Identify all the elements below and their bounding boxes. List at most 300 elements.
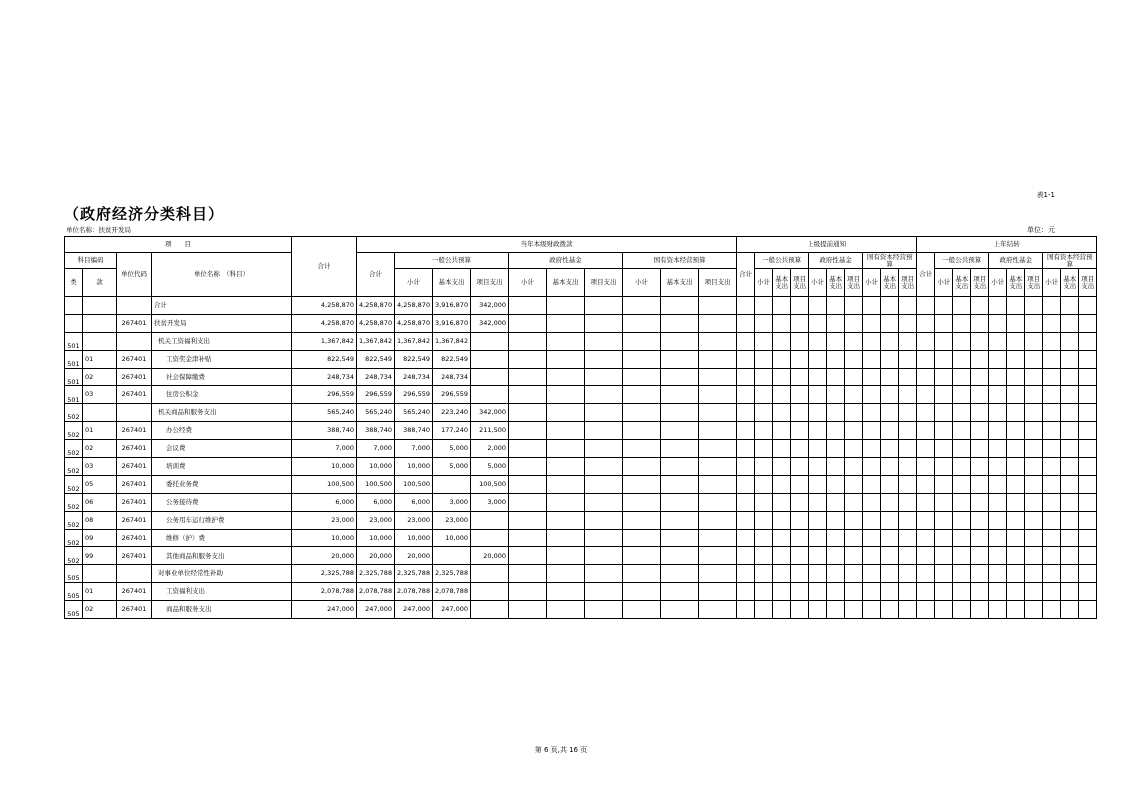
empty-cell	[827, 529, 845, 547]
empty-cell	[899, 386, 917, 404]
empty-cell	[791, 332, 809, 350]
row-gen-subtotal: 565,240	[395, 404, 433, 422]
page-footer: 第 6 页,共 16 页	[534, 746, 588, 754]
row-gen-project	[471, 350, 509, 368]
empty-cell	[755, 475, 773, 493]
row-kuan: 02	[83, 601, 117, 619]
empty-cell	[935, 547, 953, 565]
empty-cell	[699, 422, 737, 440]
empty-cell	[509, 350, 547, 368]
empty-cell	[845, 297, 863, 315]
empty-cell	[1007, 422, 1025, 440]
empty-cell	[845, 440, 863, 458]
row-lei: 501	[65, 386, 83, 404]
empty-cell	[845, 314, 863, 332]
empty-cell	[953, 350, 971, 368]
empty-cell	[699, 368, 737, 386]
empty-cell	[1061, 404, 1079, 422]
empty-cell	[661, 368, 699, 386]
empty-cell	[917, 386, 935, 404]
empty-cell	[953, 314, 971, 332]
row-lei: 502	[65, 440, 83, 458]
empty-cell	[827, 314, 845, 332]
row-gen-basic: 3,916,870	[433, 314, 471, 332]
row-cur-total: 4,258,870	[357, 314, 395, 332]
empty-cell	[1061, 601, 1079, 619]
empty-cell	[935, 314, 953, 332]
row-unit-code	[117, 404, 152, 422]
row-gen-subtotal: 6,000	[395, 493, 433, 511]
header-last-general: 一般公共预算	[935, 253, 989, 269]
empty-cell	[863, 583, 881, 601]
empty-cell	[1079, 493, 1097, 511]
empty-cell	[899, 547, 917, 565]
empty-cell	[661, 529, 699, 547]
empty-cell	[1007, 458, 1025, 476]
empty-cell	[547, 422, 585, 440]
empty-cell	[971, 297, 989, 315]
header-lei: 类	[65, 269, 83, 297]
empty-cell	[953, 386, 971, 404]
row-unit-code: 267401	[117, 350, 152, 368]
empty-cell	[791, 314, 809, 332]
empty-cell	[547, 368, 585, 386]
empty-cell	[863, 350, 881, 368]
empty-cell	[585, 314, 623, 332]
row-gen-basic: 177,240	[433, 422, 471, 440]
row-gen-subtotal: 10,000	[395, 458, 433, 476]
row-gen-project: 211,500	[471, 422, 509, 440]
empty-cell	[661, 297, 699, 315]
empty-cell	[881, 529, 899, 547]
empty-cell	[509, 332, 547, 350]
empty-cell	[935, 511, 953, 529]
empty-cell	[899, 565, 917, 583]
empty-cell	[737, 314, 755, 332]
empty-cell	[1007, 529, 1025, 547]
empty-cell	[953, 475, 971, 493]
row-gen-project	[471, 529, 509, 547]
empty-cell	[971, 547, 989, 565]
row-gen-basic: 1,367,842	[433, 332, 471, 350]
empty-cell	[1007, 350, 1025, 368]
empty-cell	[899, 440, 917, 458]
empty-cell	[623, 297, 661, 315]
empty-cell	[1061, 529, 1079, 547]
empty-cell	[791, 386, 809, 404]
empty-cell	[863, 297, 881, 315]
empty-cell	[1025, 297, 1043, 315]
empty-cell	[935, 529, 953, 547]
empty-cell	[509, 547, 547, 565]
empty-cell	[899, 475, 917, 493]
empty-cell	[755, 350, 773, 368]
empty-cell	[863, 511, 881, 529]
empty-cell	[989, 583, 1007, 601]
empty-cell	[881, 493, 899, 511]
row-gen-subtotal: 2,325,788	[395, 565, 433, 583]
row-lei: 502	[65, 422, 83, 440]
empty-cell	[881, 475, 899, 493]
empty-cell	[773, 493, 791, 511]
header-project-exp: 项目支出	[471, 269, 509, 297]
empty-cell	[809, 314, 827, 332]
empty-cell	[881, 511, 899, 529]
empty-cell	[935, 440, 953, 458]
empty-cell	[935, 368, 953, 386]
empty-cell	[1007, 440, 1025, 458]
empty-cell	[737, 583, 755, 601]
empty-cell	[917, 314, 935, 332]
empty-cell	[773, 547, 791, 565]
empty-cell	[845, 493, 863, 511]
table-row	[65, 565, 1097, 583]
empty-cell	[827, 350, 845, 368]
empty-cell	[845, 565, 863, 583]
empty-cell	[547, 475, 585, 493]
header-subtotal: 小计	[623, 269, 661, 297]
empty-cell	[773, 565, 791, 583]
empty-cell	[863, 386, 881, 404]
row-unit-code: 267401	[117, 583, 152, 601]
empty-cell	[791, 547, 809, 565]
empty-cell	[1079, 475, 1097, 493]
empty-cell	[547, 314, 585, 332]
empty-cell	[827, 547, 845, 565]
empty-cell	[1079, 332, 1097, 350]
empty-cell	[699, 493, 737, 511]
empty-cell	[1079, 422, 1097, 440]
row-gen-basic: 247,000	[433, 601, 471, 619]
row-gen-basic: 5,000	[433, 458, 471, 476]
empty-cell	[953, 529, 971, 547]
row-lei: 501	[65, 350, 83, 368]
row-gen-subtotal: 20,000	[395, 547, 433, 565]
header-subtotal: 小计	[395, 269, 433, 297]
row-gen-basic: 248,734	[433, 368, 471, 386]
row-total: 2,078,788	[292, 583, 357, 601]
row-gen-basic: 2,078,788	[433, 583, 471, 601]
empty-cell	[547, 529, 585, 547]
empty-cell	[547, 601, 585, 619]
empty-cell	[809, 386, 827, 404]
row-cur-total: 565,240	[357, 404, 395, 422]
empty-cell	[773, 314, 791, 332]
table-row	[65, 368, 1097, 386]
empty-cell	[661, 350, 699, 368]
row-total: 247,000	[292, 601, 357, 619]
empty-cell	[809, 368, 827, 386]
empty-cell	[773, 601, 791, 619]
empty-cell	[827, 368, 845, 386]
table-row	[65, 493, 1097, 511]
empty-cell	[1061, 314, 1079, 332]
empty-cell	[899, 583, 917, 601]
empty-cell	[1007, 386, 1025, 404]
empty-cell	[1043, 350, 1061, 368]
empty-cell	[737, 422, 755, 440]
empty-cell	[755, 583, 773, 601]
row-total: 388,740	[292, 422, 357, 440]
empty-cell	[773, 529, 791, 547]
empty-cell	[971, 422, 989, 440]
empty-cell	[1079, 404, 1097, 422]
header-sup-total: 合计	[737, 253, 755, 297]
row-gen-project: 342,000	[471, 297, 509, 315]
empty-cell	[585, 458, 623, 476]
row-unit-code: 267401	[117, 386, 152, 404]
empty-cell	[989, 475, 1007, 493]
empty-cell	[953, 458, 971, 476]
header-cur-state-capital: 国有资本经营预算	[623, 253, 737, 269]
empty-cell	[755, 314, 773, 332]
empty-cell	[1025, 565, 1043, 583]
empty-cell	[809, 458, 827, 476]
empty-cell	[827, 601, 845, 619]
row-name: 委托业务费	[152, 475, 292, 493]
row-kuan: 01	[83, 583, 117, 601]
header-last-gov-fund: 政府性基金	[989, 253, 1043, 269]
row-unit-code: 267401	[117, 511, 152, 529]
empty-cell	[989, 511, 1007, 529]
empty-cell	[1079, 386, 1097, 404]
empty-cell	[699, 314, 737, 332]
empty-cell	[899, 511, 917, 529]
row-gen-subtotal: 248,734	[395, 368, 433, 386]
empty-cell	[1007, 332, 1025, 350]
row-kuan: 01	[83, 422, 117, 440]
row-kuan	[83, 565, 117, 583]
row-gen-project	[471, 332, 509, 350]
row-unit-code: 267401	[117, 440, 152, 458]
row-gen-subtotal: 7,000	[395, 440, 433, 458]
empty-cell	[791, 511, 809, 529]
empty-cell	[863, 404, 881, 422]
empty-cell	[881, 297, 899, 315]
empty-cell	[547, 350, 585, 368]
header-subtotal: 小计	[509, 269, 547, 297]
row-unit-code	[117, 565, 152, 583]
row-name: 公务接待费	[152, 493, 292, 511]
empty-cell	[509, 368, 547, 386]
empty-cell	[935, 422, 953, 440]
header-basic: 基本支出	[661, 269, 699, 297]
empty-cell	[773, 386, 791, 404]
row-gen-subtotal: 1,367,842	[395, 332, 433, 350]
empty-cell	[1061, 440, 1079, 458]
empty-cell	[827, 297, 845, 315]
empty-cell	[623, 332, 661, 350]
row-name: 公务用车运行维护费	[152, 511, 292, 529]
row-unit-code	[117, 332, 152, 350]
empty-cell	[509, 583, 547, 601]
empty-cell	[863, 601, 881, 619]
empty-cell	[989, 422, 1007, 440]
row-unit-code: 267401	[117, 314, 152, 332]
empty-cell	[791, 583, 809, 601]
empty-cell	[1043, 422, 1061, 440]
header-project-exp: 项目支出	[1025, 269, 1043, 297]
empty-cell	[845, 547, 863, 565]
empty-cell	[827, 458, 845, 476]
table-row	[65, 440, 1097, 458]
header-project-exp: 项目支出	[791, 269, 809, 297]
empty-cell	[989, 458, 1007, 476]
empty-cell	[863, 422, 881, 440]
row-total: 1,367,842	[292, 332, 357, 350]
empty-cell	[773, 332, 791, 350]
empty-cell	[971, 404, 989, 422]
empty-cell	[509, 440, 547, 458]
empty-cell	[755, 404, 773, 422]
empty-cell	[1007, 565, 1025, 583]
empty-cell	[509, 475, 547, 493]
row-gen-subtotal: 2,078,788	[395, 583, 433, 601]
empty-cell	[737, 529, 755, 547]
empty-cell	[791, 565, 809, 583]
empty-cell	[737, 440, 755, 458]
empty-cell	[881, 368, 899, 386]
empty-cell	[809, 493, 827, 511]
empty-cell	[1079, 350, 1097, 368]
empty-cell	[827, 475, 845, 493]
header-basic: 基本支出	[773, 269, 791, 297]
empty-cell	[1079, 511, 1097, 529]
header-basic: 基本支出	[881, 269, 899, 297]
empty-cell	[623, 583, 661, 601]
empty-cell	[809, 583, 827, 601]
empty-cell	[755, 529, 773, 547]
empty-cell	[989, 386, 1007, 404]
empty-cell	[699, 601, 737, 619]
empty-cell	[699, 350, 737, 368]
empty-cell	[1007, 297, 1025, 315]
empty-cell	[899, 368, 917, 386]
header-sup-gov-fund: 政府性基金	[809, 253, 863, 269]
table-row	[65, 404, 1097, 422]
empty-cell	[953, 368, 971, 386]
empty-cell	[1043, 404, 1061, 422]
empty-cell	[699, 511, 737, 529]
empty-cell	[1007, 368, 1025, 386]
row-unit-code: 267401	[117, 547, 152, 565]
empty-cell	[699, 583, 737, 601]
empty-cell	[791, 493, 809, 511]
empty-cell	[1043, 368, 1061, 386]
row-gen-basic	[433, 475, 471, 493]
empty-cell	[899, 601, 917, 619]
empty-cell	[737, 368, 755, 386]
empty-cell	[1025, 601, 1043, 619]
empty-cell	[809, 404, 827, 422]
empty-cell	[661, 565, 699, 583]
table-row	[65, 511, 1097, 529]
empty-cell	[917, 332, 935, 350]
row-kuan	[83, 314, 117, 332]
table-header	[65, 237, 1097, 297]
header-last-total: 合计	[917, 253, 935, 297]
row-unit-code: 267401	[117, 458, 152, 476]
row-kuan	[83, 332, 117, 350]
table-row	[65, 583, 1097, 601]
empty-cell	[1043, 565, 1061, 583]
row-gen-basic: 10,000	[433, 529, 471, 547]
empty-cell	[509, 314, 547, 332]
empty-cell	[509, 458, 547, 476]
row-name: 其他商品和服务支出	[152, 547, 292, 565]
empty-cell	[585, 529, 623, 547]
header-current-year: 当年本级财政拨款	[357, 237, 737, 253]
empty-cell	[773, 458, 791, 476]
empty-cell	[699, 440, 737, 458]
empty-cell	[755, 601, 773, 619]
row-lei: 505	[65, 583, 83, 601]
header-project-exp: 项目支出	[845, 269, 863, 297]
empty-cell	[661, 422, 699, 440]
header-basic: 基本支出	[1007, 269, 1025, 297]
empty-cell	[881, 350, 899, 368]
empty-cell	[953, 565, 971, 583]
empty-cell	[989, 314, 1007, 332]
empty-cell	[661, 386, 699, 404]
row-cur-total: 388,740	[357, 422, 395, 440]
row-total: 6,000	[292, 493, 357, 511]
empty-cell	[773, 350, 791, 368]
empty-cell	[989, 368, 1007, 386]
empty-cell	[755, 458, 773, 476]
row-unit-code: 267401	[117, 422, 152, 440]
row-lei: 505	[65, 601, 83, 619]
header-basic: 基本支出	[547, 269, 585, 297]
empty-cell	[953, 547, 971, 565]
empty-cell	[917, 440, 935, 458]
empty-cell	[547, 332, 585, 350]
empty-cell	[971, 475, 989, 493]
row-gen-basic: 296,559	[433, 386, 471, 404]
empty-cell	[791, 297, 809, 315]
row-total: 10,000	[292, 529, 357, 547]
empty-cell	[989, 332, 1007, 350]
empty-cell	[737, 601, 755, 619]
empty-cell	[863, 314, 881, 332]
row-total: 7,000	[292, 440, 357, 458]
row-name: 维修（护）费	[152, 529, 292, 547]
empty-cell	[989, 565, 1007, 583]
empty-cell	[755, 297, 773, 315]
empty-cell	[623, 314, 661, 332]
row-gen-subtotal: 296,559	[395, 386, 433, 404]
empty-cell	[509, 601, 547, 619]
empty-cell	[845, 583, 863, 601]
empty-cell	[1025, 547, 1043, 565]
empty-cell	[935, 458, 953, 476]
empty-cell	[509, 404, 547, 422]
empty-cell	[881, 332, 899, 350]
empty-cell	[737, 493, 755, 511]
empty-cell	[953, 493, 971, 511]
empty-cell	[737, 511, 755, 529]
row-kuan: 09	[83, 529, 117, 547]
row-lei: 501	[65, 368, 83, 386]
empty-cell	[845, 511, 863, 529]
empty-cell	[1061, 386, 1079, 404]
empty-cell	[661, 493, 699, 511]
empty-cell	[623, 493, 661, 511]
budget-table	[64, 236, 1097, 619]
empty-cell	[509, 565, 547, 583]
empty-cell	[791, 601, 809, 619]
empty-cell	[1079, 547, 1097, 565]
